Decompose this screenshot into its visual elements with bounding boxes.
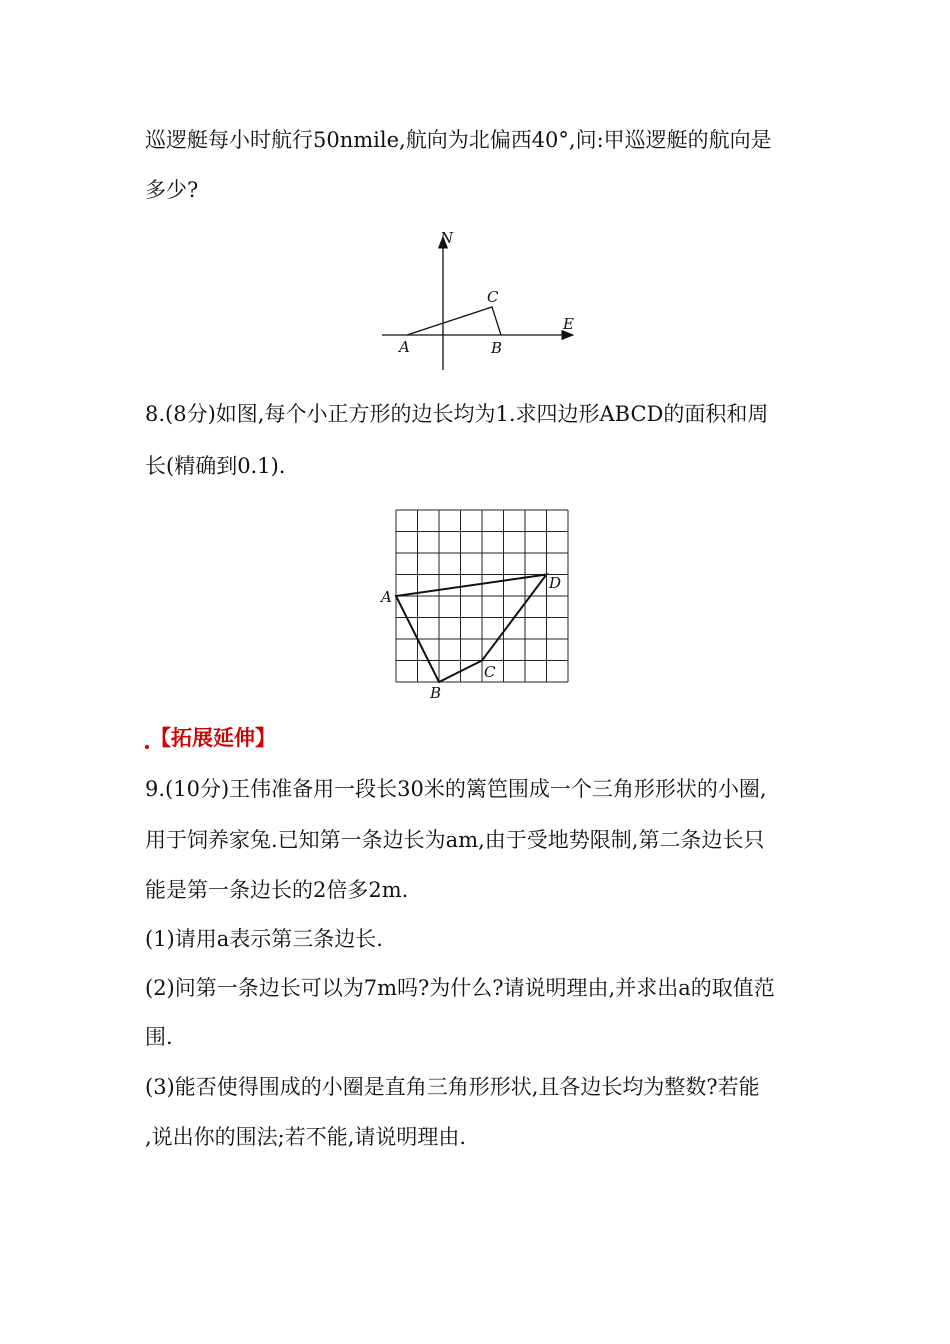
heading-dot bbox=[145, 745, 149, 749]
problem7-line2: 多少? bbox=[145, 178, 199, 202]
label-d: D bbox=[549, 574, 562, 592]
label-c: C bbox=[487, 288, 499, 306]
section-heading: 【拓展延伸】 bbox=[150, 726, 276, 750]
label-a: A bbox=[399, 338, 410, 356]
quadrilateral-abcd bbox=[396, 575, 547, 683]
problem9-line2: 用于饲养家兔.已知第一条边长为am,由于受地势限制,第二条边长只 bbox=[145, 828, 765, 852]
problem8-line1: 8.(8分)如图,每个小正方形的边长均为1.求四边形ABCD的面积和周 bbox=[145, 402, 769, 426]
label-n: N bbox=[440, 229, 454, 247]
grid-figure bbox=[375, 505, 575, 703]
grid bbox=[396, 510, 568, 682]
label-e: E bbox=[563, 315, 574, 333]
problem9-line1: 9.(10分)王伟准备用一段长30米的篱笆围成一个三角形形状的小圈, bbox=[145, 777, 767, 801]
problem9-q2-line2: 围. bbox=[145, 1025, 173, 1049]
problem9-q3-line1: (3)能否使得围成的小圈是直角三角形形状,且各边长均为整数?若能 bbox=[145, 1075, 760, 1099]
label-b: B bbox=[430, 684, 442, 702]
problem8-line2: 长(精确到0.1). bbox=[145, 454, 286, 478]
label-a: A bbox=[381, 588, 392, 606]
problem9-q1: (1)请用a表示第三条边长. bbox=[145, 927, 383, 951]
label-c: C bbox=[484, 663, 496, 681]
problem9-q2-line1: (2)问第一条边长可以为7m吗?为什么?请说明理由,并求出a的取值范 bbox=[145, 976, 775, 1000]
triangle-abc bbox=[407, 307, 501, 335]
problem9-q3-line2: ,说出你的围法;若不能,请说明理由. bbox=[145, 1125, 467, 1149]
problem7-line1: 巡逻艇每小时航行50nmile,航向为北偏西40°,问:甲巡逻艇的航向是 bbox=[145, 128, 772, 152]
label-b: B bbox=[491, 339, 503, 357]
compass-figure bbox=[370, 225, 590, 375]
problem9-line3: 能是第一条边长的2倍多2m. bbox=[145, 878, 409, 902]
